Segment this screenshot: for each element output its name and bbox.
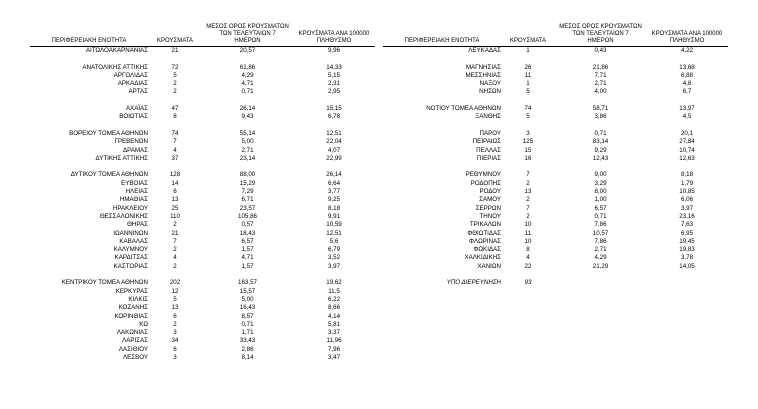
table-row [30, 147, 375, 155]
cases-value: 2 [173, 88, 177, 96]
avg-value: 4,00 [594, 88, 607, 96]
per-capita-value: 5,6 [329, 237, 339, 245]
cases-value: 10 [524, 237, 532, 245]
region-name: ΝΗΣΩΝ [479, 88, 501, 96]
avg-value: 6,57 [594, 204, 607, 212]
table-row [30, 205, 375, 213]
region-name: ΚΑΛΥΜΝΟΥ [113, 246, 148, 254]
avg-value: 4,29 [241, 71, 254, 79]
cases-value: 11 [524, 229, 532, 237]
avg-value: 7,86 [594, 221, 607, 229]
header-cases: ΚΡΟΥΣΜΑΤΑ [510, 38, 546, 44]
cases-value: 11 [524, 71, 532, 79]
avg-value: 10,57 [592, 229, 609, 237]
avg-value: 16,43 [239, 304, 256, 312]
table-row [30, 64, 375, 72]
region-name: ΑΡΓΟΛΙΔΑΣ [113, 71, 148, 79]
avg-value: 0,57 [241, 221, 254, 229]
per-capita-value: 20,1 [680, 129, 694, 137]
cases-value: 2 [526, 179, 530, 187]
per-capita-value: 2,31 [327, 80, 341, 88]
avg-value: 20,57 [239, 47, 256, 54]
cases-value: 3 [526, 129, 530, 137]
table-row [30, 180, 375, 188]
right-table [383, 10, 728, 288]
region-name: ΠΑΡΟΥ [479, 129, 501, 137]
cases-value: 8 [173, 113, 177, 121]
per-capita-value: 3,47 [327, 353, 341, 361]
cases-value: 128 [169, 171, 181, 179]
cases-value: 5 [526, 88, 530, 96]
per-capita-value: 1,79 [680, 179, 694, 187]
cases-value: 13 [171, 196, 179, 204]
per-capita-value: 6,7 [682, 88, 692, 96]
region-name: ΚΙΛΚΙΣ [128, 295, 148, 303]
region-name: ΦΛΩΡΙΝΑΣ [469, 237, 501, 245]
avg-value: 2,71 [594, 80, 607, 88]
cases-value: 72 [171, 63, 179, 71]
per-capita-value: 6,88 [680, 71, 694, 79]
left-table-body [30, 47, 375, 362]
region-name: ΛΑΣΙΘΙΟΥ [118, 345, 148, 353]
cases-value: 1 [526, 80, 530, 88]
region-name: ΛΕΣΒΟΥ [123, 353, 148, 361]
avg-value: 61,86 [239, 63, 256, 71]
region-name: ΠΙΕΡΙΑΣ [476, 154, 501, 162]
cases-value: 13 [171, 304, 179, 312]
avg-value: 105,86 [238, 212, 257, 220]
avg-value: 26,14 [239, 105, 256, 113]
region-name: ΞΑΝΘΗΣ [475, 113, 501, 121]
cases-value: 125 [522, 138, 534, 146]
per-capita-value: 23,16 [679, 212, 695, 220]
cases-value: 37 [171, 154, 179, 162]
right-table-body [383, 47, 728, 288]
per-capita-value: 3,37 [327, 329, 341, 337]
per-capita-value: 12,51 [326, 129, 342, 137]
left-table [30, 10, 375, 362]
avg-value: 4,71 [241, 254, 254, 262]
cases-value: 74 [524, 105, 532, 113]
per-capita-value: 13,68 [679, 63, 695, 71]
cases-value: 5 [526, 113, 530, 121]
avg-value: 0,43 [594, 47, 607, 54]
table-row [30, 130, 375, 138]
per-capita-value: 12,63 [679, 154, 695, 162]
region-name: ΙΩΑΝΝΙΝΩΝ [113, 229, 148, 237]
header-cases: ΚΡΟΥΣΜΑΤΑ [157, 38, 193, 44]
region-name: ΘΗΡΑΣ [127, 221, 148, 229]
region-name: ΒΟΡΕΙΟΥ ΤΟΜΕΑ ΑΘΗΝΩΝ [69, 129, 148, 137]
table-row [30, 296, 375, 304]
region-name: ΚΟΡΙΝΘΙΑΣ [114, 312, 148, 320]
cases-value: 7 [526, 204, 530, 212]
table-row [383, 213, 728, 221]
per-capita-value: 6,64 [327, 179, 341, 187]
header-avg: ΜΕΣΟΣ ΟΡΟΣ ΚΡΟΥΣΜΑΤΩΝ ΤΩΝ ΤΕΛΕΥΤΑΙΩΝ 7 ΗΜΕΡΩΝ [559, 24, 642, 44]
right-table-header [383, 10, 728, 47]
table-row [30, 337, 375, 345]
table-row [30, 246, 375, 254]
avg-value: 7,29 [241, 188, 254, 196]
table-row [383, 188, 728, 196]
table-row [30, 138, 375, 146]
avg-value: 83,14 [592, 138, 609, 146]
region-name: ΚΕΡΚΥΡΑΣ [115, 287, 148, 295]
avg-value: 8,57 [241, 312, 254, 320]
avg-value: 12,43 [592, 154, 609, 162]
region-name: ΗΛΕΙΑΣ [125, 188, 148, 196]
cases-value: 2 [173, 320, 177, 328]
avg-value: 2,71 [594, 246, 607, 254]
region-name: ΕΥΒΟΙΑΣ [121, 179, 148, 187]
per-capita-value: 5,81 [327, 320, 341, 328]
region-name: ΦΩΚΙΔΑΣ [473, 246, 501, 254]
region-name: ΔΥΤΙΚΗΣ ΑΤΤΙΚΗΣ [95, 154, 148, 162]
region-name: ΚΑΡΔΙΤΣΑΣ [114, 254, 148, 262]
region-name: ΣΑΜΟΥ [479, 196, 501, 204]
cases-value: 5 [173, 71, 177, 79]
per-capita-value: 4,14 [327, 312, 341, 320]
per-capita-value: 7,63 [680, 221, 694, 229]
table-row [30, 279, 375, 287]
avg-value: 2,86 [241, 345, 254, 353]
table-row [30, 221, 375, 229]
region-name: ΑΙΤΩΛΟΑΚΑΡΝΑΝΙΑΣ [85, 47, 148, 54]
per-capita-value: 6,22 [327, 295, 341, 303]
cases-value: 2 [173, 246, 177, 254]
region-name: ΚΟΖΑΝΗΣ [118, 304, 148, 312]
avg-value: 58,71 [592, 105, 609, 113]
region-name: ΝΑΞΟΥ [479, 80, 501, 88]
region-name: ΧΑΛΚΙΔΙΚΗΣ [464, 254, 501, 262]
cases-value: 110 [170, 212, 180, 220]
table-row [383, 263, 728, 271]
cases-value: 21 [171, 229, 179, 237]
table-row [383, 64, 728, 72]
avg-value: 3,86 [594, 113, 607, 121]
table-row [383, 155, 728, 163]
avg-value: 0,71 [241, 88, 254, 96]
per-capita-value: 19,45 [679, 237, 695, 245]
avg-value: 163,57 [238, 279, 257, 287]
per-capita-value: 5,15 [327, 71, 341, 79]
per-capita-value: 9,96 [327, 47, 341, 54]
region-name: ΛΑΡΙΣΑΣ [122, 337, 148, 345]
avg-value: 0,71 [241, 320, 254, 328]
avg-value: 5,00 [241, 138, 254, 146]
region-name: ΛΑΚΩΝΙΑΣ [116, 329, 148, 337]
avg-value: 6,71 [241, 196, 254, 204]
table-row [30, 47, 375, 55]
left-table-header [30, 10, 375, 47]
region-name: ΛΕΥΚΑΔΑΣ [468, 47, 501, 54]
cases-value: 6 [173, 345, 177, 353]
avg-value: 8,14 [241, 353, 254, 361]
avg-value: 4,71 [241, 80, 254, 88]
per-capita-value: 3,97 [327, 262, 341, 270]
per-capita-value: 8,18 [680, 171, 694, 179]
header-per-capita: ΚΡΟΥΣΜΑΤΑ ΑΝΑ 100000 ΠΛΗΘΥΣΜΟ [651, 31, 723, 44]
cases-value: 93 [524, 279, 532, 287]
table-row [30, 188, 375, 196]
avg-value: 18,43 [239, 229, 256, 237]
table-row [30, 354, 375, 362]
cases-value: 25 [171, 204, 179, 212]
region-name: ΚΑΒΑΛΑΣ [119, 237, 148, 245]
per-capita-value: 4,5 [682, 113, 692, 121]
cases-value: 3 [173, 329, 177, 337]
per-capita-value: 4,07 [327, 146, 341, 154]
region-name: ΔΥΤΙΚΟΥ ΤΟΜΕΑ ΑΘΗΝΩΝ [70, 171, 148, 179]
avg-value: 15,29 [239, 179, 256, 187]
table-row [30, 213, 375, 221]
table-row [30, 263, 375, 271]
region-name: ΑΡΤΑΣ [128, 88, 148, 96]
table-row [30, 196, 375, 204]
region-name: ΡΕΘΥΜΝΟΥ [465, 171, 501, 179]
table-row [30, 329, 375, 337]
region-name: ΚΕΝΤΡΙΚΟΥ ΤΟΜΕΑ ΑΘΗΝΩΝ [61, 279, 148, 287]
table-row [30, 155, 375, 163]
cases-value: 10 [524, 221, 532, 229]
cases-value: 2 [173, 80, 177, 88]
cases-value: 3 [173, 353, 177, 361]
cases-value: 8 [526, 246, 530, 254]
cases-value: 1 [526, 47, 530, 54]
table-row [30, 105, 375, 113]
per-capita-value: 22,04 [326, 138, 342, 146]
table-row [30, 313, 375, 321]
avg-value: 3,29 [594, 179, 607, 187]
table-row [30, 80, 375, 88]
avg-value: 1,57 [241, 246, 254, 254]
region-name: ΡΟΔΟΠΗΣ [470, 179, 501, 187]
region-name: ΑΡΚΑΔΙΑΣ [117, 80, 148, 88]
cases-value: 15 [524, 146, 532, 154]
cases-value: 14 [171, 179, 179, 187]
header-region: ΠΕΡΙΦΕΡΕΙΑΚΗ ΕΝΟΤΗΤΑ [404, 38, 480, 44]
per-capita-value: 14,05 [679, 262, 695, 270]
per-capita-value: 13,97 [679, 105, 695, 113]
per-capita-value: 3,77 [327, 188, 341, 196]
avg-value: 0,71 [594, 212, 607, 220]
per-capita-value: 8,66 [327, 304, 341, 312]
per-capita-value: 8,18 [327, 204, 341, 212]
avg-value: 6,57 [241, 237, 254, 245]
avg-value: 5,00 [241, 295, 254, 303]
per-capita-value: 19,62 [326, 279, 342, 287]
cases-value: 7 [526, 171, 530, 179]
cases-value: 16 [524, 154, 532, 162]
per-capita-value: 22,99 [326, 154, 342, 162]
header-region: ΠΕΡΙΦΕΡΕΙΑΚΗ ΕΝΟΤΗΤΑ [51, 38, 127, 44]
avg-value: 23,14 [239, 154, 256, 162]
per-capita-value: 10,74 [679, 146, 695, 154]
region-name: ΒΟΙΩΤΙΑΣ [119, 113, 148, 121]
cases-value: 5 [173, 295, 177, 303]
cases-value: 4 [173, 254, 177, 262]
table-row [30, 230, 375, 238]
per-capita-value: 3,52 [327, 254, 341, 262]
cases-value: 22 [524, 262, 532, 270]
table-row [383, 72, 728, 80]
avg-value: 2,71 [241, 146, 254, 154]
table-row [383, 230, 728, 238]
table-row [30, 238, 375, 246]
region-name: ΗΡΑΚΛΕΙΟΥ [112, 204, 148, 212]
table-row [383, 221, 728, 229]
table-row [30, 304, 375, 312]
avg-value: 88,00 [239, 171, 256, 179]
per-capita-value: 27,84 [679, 138, 695, 146]
per-capita-value: 3,97 [680, 204, 694, 212]
per-capita-value: 6,06 [680, 196, 694, 204]
per-capita-value: 11,5 [328, 287, 340, 295]
table-row [383, 196, 728, 204]
avg-value: 33,43 [239, 337, 256, 345]
per-capita-value: 14,33 [326, 63, 342, 71]
per-capita-value: 10,59 [326, 221, 342, 229]
table-row [383, 180, 728, 188]
table-row [383, 279, 728, 287]
region-name: ΤΗΝΟΥ [479, 212, 501, 220]
per-capita-value: 9,91 [327, 212, 341, 220]
avg-value: 1,71 [241, 329, 254, 337]
region-name: ΜΑΓΝΗΣΙΑΣ [465, 63, 501, 71]
region-name: ΚΩ [139, 320, 148, 328]
cases-value: 6 [173, 188, 177, 196]
table-row [383, 246, 728, 254]
table-row [383, 47, 728, 55]
per-capita-value: 6,79 [327, 246, 341, 254]
per-capita-value: 3,78 [680, 254, 694, 262]
table-row [383, 113, 728, 121]
table-row [383, 80, 728, 88]
per-capita-value: 15,15 [326, 105, 342, 113]
table-row [30, 288, 375, 296]
region-name: ΚΑΣΤΟΡΙΑΣ [113, 262, 148, 270]
avg-value: 21,29 [592, 262, 609, 270]
cases-value: 21 [171, 47, 179, 54]
per-capita-value: 6,95 [680, 229, 694, 237]
avg-value: 4,29 [594, 254, 607, 262]
avg-value: 0,71 [594, 129, 607, 137]
per-capita-value: 6,78 [327, 113, 341, 121]
table-row [383, 238, 728, 246]
cases-value: 2 [526, 196, 530, 204]
table-row [383, 254, 728, 262]
per-capita-value: 4,8 [682, 80, 692, 88]
region-name: ΘΕΣΣΑΛΟΝΙΚΗΣ [99, 212, 148, 220]
avg-value: 9,43 [241, 113, 254, 121]
header-avg: ΜΕΣΟΣ ΟΡΟΣ ΚΡΟΥΣΜΑΤΩΝ ΤΩΝ ΤΕΛΕΥΤΑΙΩΝ 7 ΗΜΕΡΩΝ [206, 24, 289, 44]
region-name: ΗΜΑΘΙΑΣ [119, 196, 148, 204]
avg-value: 55,14 [239, 129, 256, 137]
region-name: ΓΡΕΒΕΝΩΝ [114, 138, 148, 146]
avg-value: 23,57 [239, 204, 256, 212]
table-row [383, 205, 728, 213]
cases-value: 2 [173, 262, 177, 270]
per-capita-value: 10,85 [679, 188, 695, 196]
region-name: ΥΠΟ ΔΙΕΡΕΥΝΗΣΗ [446, 279, 501, 287]
avg-value: 15,57 [239, 287, 256, 295]
table-row [30, 113, 375, 121]
avg-value: 21,86 [592, 63, 609, 71]
avg-value: 8,00 [594, 188, 607, 196]
avg-value: 1,57 [241, 262, 254, 270]
cases-value: 13 [524, 188, 532, 196]
cases-value: 4 [173, 146, 177, 154]
avg-value: 7,71 [594, 71, 607, 79]
per-capita-value: 4,22 [680, 47, 694, 54]
cases-value: 7 [173, 237, 177, 245]
per-capita-value: 11,96 [326, 337, 342, 345]
table-row [383, 105, 728, 113]
cases-value: 47 [171, 105, 179, 113]
table-row [30, 321, 375, 329]
region-name: ΣΕΡΡΩΝ [475, 204, 501, 212]
region-name: ΦΘΙΩΤΙΔΑΣ [467, 229, 501, 237]
table-row [30, 254, 375, 262]
cases-value: 2 [173, 221, 177, 229]
cases-value: 7 [173, 138, 177, 146]
per-capita-value: 7,96 [327, 345, 341, 353]
per-capita-value: 26,14 [326, 171, 342, 179]
cases-value: 12 [171, 287, 179, 295]
avg-value: 9,00 [594, 171, 607, 179]
table-row [30, 72, 375, 80]
per-capita-value: 19,83 [679, 246, 695, 254]
table-row [383, 130, 728, 138]
table-row [30, 346, 375, 354]
region-name: ΑΧΑΪΑΣ [125, 105, 148, 113]
cases-value: 4 [526, 254, 530, 262]
cases-value: 26 [524, 63, 532, 71]
table-row [383, 88, 728, 96]
header-per-capita: ΚΡΟΥΣΜΑΤΑ ΑΝΑ 100000 ΠΛΗΘΥΣΜΟ [298, 31, 370, 44]
cases-value: 34 [171, 337, 179, 345]
region-name: ΔΡΑΜΑΣ [122, 146, 148, 154]
table-row [383, 138, 728, 146]
per-capita-value: 9,25 [327, 196, 341, 204]
region-name: ΠΕΛΛΑΣ [476, 146, 501, 154]
table-row [30, 88, 375, 96]
per-capita-value: 12,51 [326, 229, 342, 237]
cases-value: 202 [169, 279, 181, 287]
avg-value: 1,00 [594, 196, 607, 204]
region-name: ΜΕΣΣΗΝΙΑΣ [465, 71, 501, 79]
region-name: ΧΑΝΙΩΝ [477, 262, 501, 270]
per-capita-value: 2,95 [327, 88, 341, 96]
region-name: ΡΟΔΟΥ [479, 188, 501, 196]
region-name: ΝΟΤΙΟΥ ΤΟΜΕΑ ΑΘΗΝΩΝ [426, 105, 501, 113]
avg-value: 9,29 [594, 146, 607, 154]
region-name: ΑΝΑΤΟΛΙΚΗΣ ΑΤΤΙΚΗΣ [82, 63, 148, 71]
table-row [383, 147, 728, 155]
cases-value: 6 [173, 312, 177, 320]
avg-value: 7,86 [594, 237, 607, 245]
table-row [383, 171, 728, 179]
cases-value: 74 [171, 129, 179, 137]
region-name: ΠΕΙΡΑΙΩΣ [472, 138, 501, 146]
region-name: ΤΡΙΚΑΛΩΝ [469, 221, 501, 229]
table-row [30, 171, 375, 179]
cases-value: 2 [526, 212, 530, 220]
